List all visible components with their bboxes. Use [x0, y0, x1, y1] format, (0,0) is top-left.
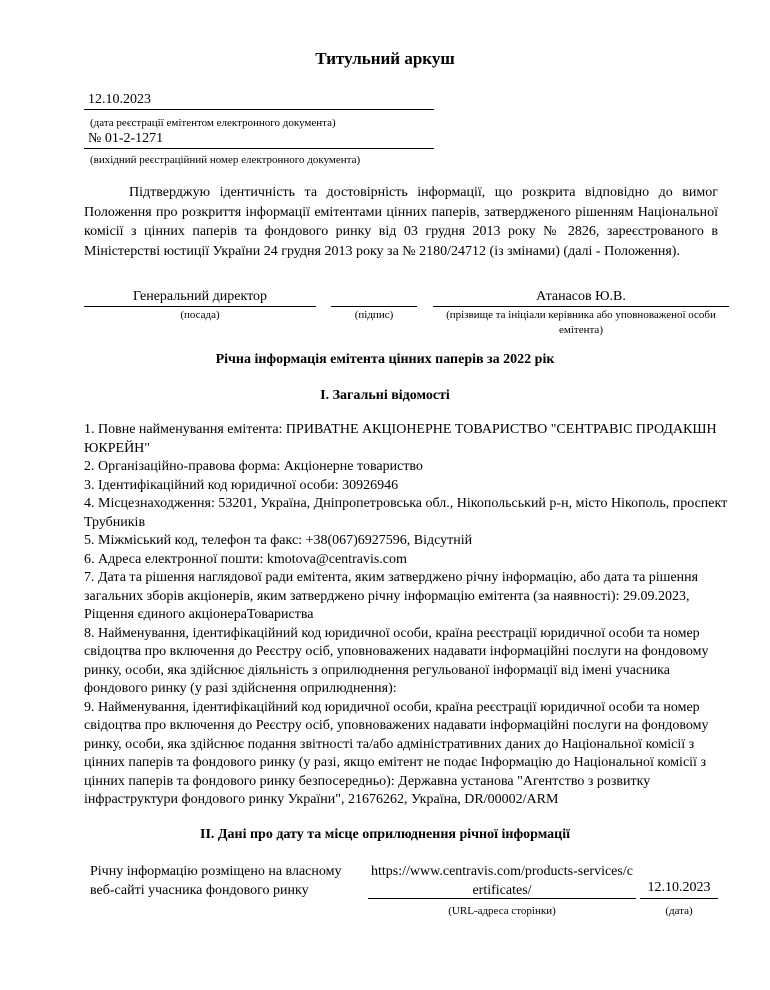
general-info-list — [84, 421, 734, 810]
info-item-2: 2. Організаційно-правова форма: Акціонерне товариство — [84, 459, 423, 474]
registration-number-caption: (вихідний реєстраційний номер електронного документа) — [90, 154, 361, 166]
info-item-3: 3. Ідентифікаційний код юридичної особи: 30926946 — [84, 477, 399, 493]
info-item-8: 8. Найменування, ідентифікаційний код юридичної особи, країна реєстрації юридичної особи та номер свідоцтва про включення до Реєстру осіб, уповноважених надавати інформаційні послуги на фондовому ринку, особи, яка здійснює діяльність з оприлюднення регульованої інформації від імені учасника фондового ринку (у разі здійснення оприлюднення): — [84, 625, 709, 696]
publication-date: 12.10.2023 — [647, 880, 711, 895]
registration-date-field — [84, 92, 434, 110]
registration-date-caption: (дата реєстрації емітентом електронного документа) — [90, 117, 336, 129]
info-item-4: 4. Місцезнаходження: 53201, Україна, Дніпропетровська обл., Нікопольський р-н, місто Нікополь, проспект Трубникiв — [84, 496, 728, 530]
section-2-title: II. Дані про дату та місце оприлюднення річної інформації — [200, 827, 570, 842]
publication-url-caption: (URL-адреса сторінки) — [448, 905, 556, 917]
signature-name-caption: (прізвище та ініціали керівника або уповноваженої особи емітента) — [446, 309, 716, 336]
info-item-1: 1. Повне найменування емітента: ПРИВАТНЕ АКЦIОНЕРНЕ ТОВАРИСТВО "СЕНТРАВIС ПРОДАКШН ЮКРЕЙН" — [84, 422, 717, 456]
section-1-title: I. Загальні відомості — [320, 388, 450, 403]
signature-position-caption: (посада) — [180, 309, 220, 321]
signature-position: Генеральний директор — [84, 289, 316, 307]
page-title: Титульний аркуш — [315, 49, 455, 68]
info-item-7: 7. Дата та рішення наглядової ради емітента, яким затверджено річну інформацію, або дата та рішення загальних зборів акціонерів, яким затверджено річну інформацію емітента (за наявності): 29.09.2023, Рiщення єдиного акцiонераТовариства — [84, 570, 699, 622]
publication-text: Річну інформацію розміщено на власному веб-сайті учасника фондового ринку — [90, 864, 342, 898]
info-item-9: 9. Найменування, ідентифікаційний код юридичної особи, країна реєстрації юридичної особи та номер свідоцтва про включення до Реєстру осіб, уповноважених надавати інформаційні послуги на фондовому ринку, особи, яка здійснює подання звітності та/або адміністративних даних до Національної комісії з цінних паперів та фондового ринку (у разі, якщо емітент не подає Інформацію до Національної комісії з цінних паперів та фондового ринку безпосередньо): Державна установа "Агентство з розвитку інфраструктури фондового ринку України", 21676262, Україна, DR/00002/ARM — [84, 699, 709, 807]
publication-url: https://www.centravis.com/products-services/certificates/ — [371, 864, 633, 898]
registration-number: № 01-2-1271 — [88, 131, 164, 146]
publication-url-line — [368, 898, 636, 899]
annual-report-title: Річна інформація емітента цінних паперів за 2022 рік — [215, 352, 555, 367]
signature-sign-caption: (підпис) — [354, 309, 394, 321]
intro-paragraph: Підтверджую ідентичність та достовірність інформації, що розкрита відповідно до вимог Положення про розкриття інформації емітентами цінних паперів, затвердженого рішенням Національної комісії з цінних паперів та фондового ринку від 03 грудня 2013 року № 2826, зареєстрованого в Міністерстві юстиції України 24 грудня 2013 року за № 2180/24712 (із змінами) (далі - Положення). — [84, 185, 718, 259]
signature-name: Атанасов Ю.В. — [433, 289, 729, 307]
registration-number-field — [84, 131, 434, 149]
signature-sign-line — [331, 289, 417, 307]
info-item-5: 5. Міжміський код, телефон та факс: +38(067)6927596, Відсутній — [84, 533, 473, 548]
info-item-6: 6. Адреса електронної пошти: kmotova@centravis.com — [84, 551, 407, 567]
publication-date-line — [640, 898, 718, 899]
publication-date-caption: (дата) — [665, 905, 693, 917]
registration-date: 12.10.2023 — [88, 92, 151, 107]
